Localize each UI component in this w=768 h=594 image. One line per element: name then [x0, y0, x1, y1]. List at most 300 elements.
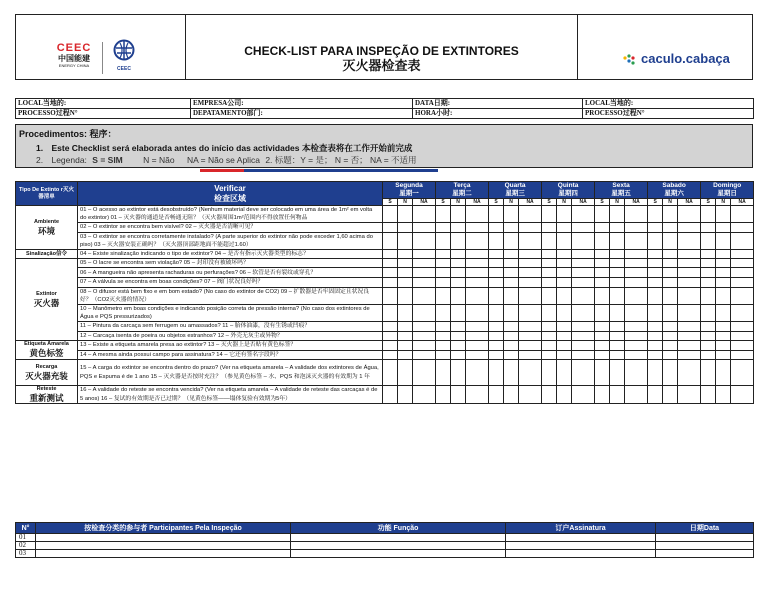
- check-cell[interactable]: [542, 268, 557, 278]
- check-cell[interactable]: [398, 232, 413, 249]
- name-cell[interactable]: [36, 542, 291, 550]
- check-cell[interactable]: [489, 386, 504, 404]
- check-cell[interactable]: [572, 268, 595, 278]
- check-cell[interactable]: [466, 278, 489, 287]
- check-cell[interactable]: [383, 278, 398, 287]
- check-cell[interactable]: [489, 250, 504, 259]
- check-cell[interactable]: [489, 331, 504, 340]
- check-cell[interactable]: [504, 287, 519, 304]
- check-cell[interactable]: [466, 360, 489, 386]
- check-cell[interactable]: [542, 278, 557, 287]
- check-cell[interactable]: [678, 340, 701, 350]
- check-cell[interactable]: [625, 331, 648, 340]
- check-cell[interactable]: [383, 268, 398, 278]
- check-cell[interactable]: [731, 287, 754, 304]
- check-cell[interactable]: [451, 386, 466, 404]
- check-cell[interactable]: [519, 350, 542, 359]
- check-cell[interactable]: [663, 331, 678, 340]
- check-cell[interactable]: [451, 305, 466, 322]
- check-cell[interactable]: [701, 340, 716, 350]
- check-cell[interactable]: [398, 206, 413, 223]
- check-cell[interactable]: [663, 287, 678, 304]
- function-cell[interactable]: [291, 550, 506, 558]
- check-cell[interactable]: [489, 232, 504, 249]
- check-cell[interactable]: [678, 278, 701, 287]
- check-cell[interactable]: [648, 386, 663, 404]
- check-cell[interactable]: [731, 259, 754, 268]
- check-cell[interactable]: [731, 250, 754, 259]
- check-cell[interactable]: [678, 223, 701, 232]
- check-cell[interactable]: [542, 322, 557, 331]
- check-cell[interactable]: [466, 287, 489, 304]
- check-cell[interactable]: [663, 259, 678, 268]
- check-cell[interactable]: [436, 305, 451, 322]
- check-cell[interactable]: [413, 250, 436, 259]
- check-cell[interactable]: [701, 223, 716, 232]
- check-cell[interactable]: [701, 331, 716, 340]
- check-cell[interactable]: [731, 268, 754, 278]
- check-cell[interactable]: [436, 223, 451, 232]
- check-cell[interactable]: [678, 386, 701, 404]
- check-cell[interactable]: [383, 350, 398, 359]
- check-cell[interactable]: [663, 206, 678, 223]
- check-cell[interactable]: [557, 232, 572, 249]
- check-cell[interactable]: [663, 340, 678, 350]
- check-cell[interactable]: [451, 350, 466, 359]
- check-cell[interactable]: [436, 322, 451, 331]
- check-cell[interactable]: [436, 206, 451, 223]
- check-cell[interactable]: [716, 223, 731, 232]
- check-cell[interactable]: [701, 287, 716, 304]
- check-cell[interactable]: [466, 206, 489, 223]
- check-cell[interactable]: [466, 250, 489, 259]
- check-cell[interactable]: [436, 350, 451, 359]
- check-cell[interactable]: [625, 287, 648, 304]
- check-cell[interactable]: [519, 268, 542, 278]
- processo-field[interactable]: PROCESSO过程N°: [16, 109, 191, 119]
- check-cell[interactable]: [451, 331, 466, 340]
- check-cell[interactable]: [610, 278, 625, 287]
- check-cell[interactable]: [595, 305, 610, 322]
- check-cell[interactable]: [610, 331, 625, 340]
- check-cell[interactable]: [572, 386, 595, 404]
- check-cell[interactable]: [716, 250, 731, 259]
- check-cell[interactable]: [663, 305, 678, 322]
- check-cell[interactable]: [466, 340, 489, 350]
- check-cell[interactable]: [716, 350, 731, 359]
- check-cell[interactable]: [398, 360, 413, 386]
- check-cell[interactable]: [557, 278, 572, 287]
- check-cell[interactable]: [595, 360, 610, 386]
- signature-cell[interactable]: [506, 542, 656, 550]
- check-cell[interactable]: [398, 331, 413, 340]
- check-cell[interactable]: [572, 340, 595, 350]
- check-cell[interactable]: [701, 360, 716, 386]
- check-cell[interactable]: [436, 340, 451, 350]
- check-cell[interactable]: [731, 386, 754, 404]
- check-cell[interactable]: [595, 331, 610, 340]
- signature-cell[interactable]: [506, 550, 656, 558]
- name-cell[interactable]: [36, 534, 291, 542]
- check-cell[interactable]: [731, 206, 754, 223]
- check-cell[interactable]: [663, 223, 678, 232]
- check-cell[interactable]: [413, 268, 436, 278]
- check-cell[interactable]: [383, 305, 398, 322]
- check-cell[interactable]: [542, 386, 557, 404]
- check-cell[interactable]: [466, 331, 489, 340]
- check-cell[interactable]: [610, 360, 625, 386]
- check-cell[interactable]: [504, 232, 519, 249]
- check-cell[interactable]: [451, 206, 466, 223]
- check-cell[interactable]: [572, 287, 595, 304]
- check-cell[interactable]: [489, 340, 504, 350]
- function-cell[interactable]: [291, 534, 506, 542]
- check-cell[interactable]: [504, 305, 519, 322]
- local-field[interactable]: LOCAL当地的:: [16, 99, 191, 109]
- check-cell[interactable]: [436, 268, 451, 278]
- check-cell[interactable]: [451, 268, 466, 278]
- check-cell[interactable]: [595, 278, 610, 287]
- check-cell[interactable]: [504, 331, 519, 340]
- check-cell[interactable]: [663, 250, 678, 259]
- check-cell[interactable]: [466, 322, 489, 331]
- check-cell[interactable]: [572, 331, 595, 340]
- check-cell[interactable]: [648, 360, 663, 386]
- check-cell[interactable]: [436, 250, 451, 259]
- check-cell[interactable]: [489, 322, 504, 331]
- check-cell[interactable]: [451, 278, 466, 287]
- check-cell[interactable]: [678, 232, 701, 249]
- function-cell[interactable]: [291, 542, 506, 550]
- check-cell[interactable]: [610, 223, 625, 232]
- check-cell[interactable]: [504, 206, 519, 223]
- check-cell[interactable]: [610, 350, 625, 359]
- check-cell[interactable]: [595, 232, 610, 249]
- check-cell[interactable]: [648, 232, 663, 249]
- date-cell[interactable]: [656, 550, 754, 558]
- check-cell[interactable]: [489, 360, 504, 386]
- check-cell[interactable]: [610, 206, 625, 223]
- check-cell[interactable]: [436, 331, 451, 340]
- check-cell[interactable]: [595, 223, 610, 232]
- hora-field[interactable]: HORA小时:: [413, 109, 583, 119]
- check-cell[interactable]: [716, 206, 731, 223]
- check-cell[interactable]: [595, 250, 610, 259]
- check-cell[interactable]: [413, 287, 436, 304]
- check-cell[interactable]: [701, 278, 716, 287]
- check-cell[interactable]: [519, 386, 542, 404]
- check-cell[interactable]: [716, 340, 731, 350]
- check-cell[interactable]: [383, 206, 398, 223]
- check-cell[interactable]: [398, 305, 413, 322]
- check-cell[interactable]: [504, 322, 519, 331]
- check-cell[interactable]: [383, 287, 398, 304]
- check-cell[interactable]: [413, 340, 436, 350]
- check-cell[interactable]: [731, 331, 754, 340]
- check-cell[interactable]: [436, 360, 451, 386]
- check-cell[interactable]: [466, 386, 489, 404]
- check-cell[interactable]: [595, 287, 610, 304]
- check-cell[interactable]: [542, 287, 557, 304]
- check-cell[interactable]: [701, 232, 716, 249]
- check-cell[interactable]: [678, 287, 701, 304]
- check-cell[interactable]: [504, 360, 519, 386]
- check-cell[interactable]: [466, 268, 489, 278]
- check-cell[interactable]: [398, 287, 413, 304]
- check-cell[interactable]: [413, 305, 436, 322]
- check-cell[interactable]: [572, 278, 595, 287]
- check-cell[interactable]: [663, 232, 678, 249]
- check-cell[interactable]: [466, 350, 489, 359]
- check-cell[interactable]: [557, 206, 572, 223]
- check-cell[interactable]: [595, 259, 610, 268]
- check-cell[interactable]: [572, 305, 595, 322]
- check-cell[interactable]: [398, 250, 413, 259]
- date-cell[interactable]: [656, 542, 754, 550]
- check-cell[interactable]: [557, 350, 572, 359]
- check-cell[interactable]: [519, 259, 542, 268]
- check-cell[interactable]: [451, 259, 466, 268]
- check-cell[interactable]: [519, 232, 542, 249]
- empresa-field[interactable]: EMPRESA公司:: [191, 99, 413, 109]
- check-cell[interactable]: [413, 331, 436, 340]
- check-cell[interactable]: [436, 259, 451, 268]
- check-cell[interactable]: [383, 360, 398, 386]
- check-cell[interactable]: [701, 206, 716, 223]
- check-cell[interactable]: [701, 250, 716, 259]
- check-cell[interactable]: [398, 322, 413, 331]
- signature-cell[interactable]: [506, 534, 656, 542]
- check-cell[interactable]: [625, 206, 648, 223]
- check-cell[interactable]: [625, 259, 648, 268]
- check-cell[interactable]: [648, 287, 663, 304]
- check-cell[interactable]: [731, 223, 754, 232]
- check-cell[interactable]: [489, 278, 504, 287]
- check-cell[interactable]: [557, 223, 572, 232]
- check-cell[interactable]: [625, 232, 648, 249]
- check-cell[interactable]: [678, 360, 701, 386]
- check-cell[interactable]: [572, 223, 595, 232]
- check-cell[interactable]: [557, 259, 572, 268]
- check-cell[interactable]: [413, 259, 436, 268]
- check-cell[interactable]: [610, 287, 625, 304]
- check-cell[interactable]: [731, 340, 754, 350]
- check-cell[interactable]: [572, 259, 595, 268]
- check-cell[interactable]: [625, 340, 648, 350]
- check-cell[interactable]: [610, 232, 625, 249]
- check-cell[interactable]: [625, 386, 648, 404]
- check-cell[interactable]: [451, 360, 466, 386]
- check-cell[interactable]: [678, 268, 701, 278]
- check-cell[interactable]: [519, 340, 542, 350]
- check-cell[interactable]: [436, 278, 451, 287]
- check-cell[interactable]: [542, 232, 557, 249]
- check-cell[interactable]: [436, 386, 451, 404]
- check-cell[interactable]: [731, 278, 754, 287]
- check-cell[interactable]: [648, 350, 663, 359]
- check-cell[interactable]: [519, 287, 542, 304]
- check-cell[interactable]: [398, 223, 413, 232]
- check-cell[interactable]: [678, 259, 701, 268]
- check-cell[interactable]: [542, 305, 557, 322]
- check-cell[interactable]: [451, 250, 466, 259]
- check-cell[interactable]: [701, 259, 716, 268]
- check-cell[interactable]: [413, 232, 436, 249]
- check-cell[interactable]: [519, 250, 542, 259]
- check-cell[interactable]: [716, 287, 731, 304]
- check-cell[interactable]: [489, 287, 504, 304]
- check-cell[interactable]: [663, 360, 678, 386]
- check-cell[interactable]: [451, 287, 466, 304]
- check-cell[interactable]: [413, 223, 436, 232]
- check-cell[interactable]: [678, 250, 701, 259]
- check-cell[interactable]: [504, 250, 519, 259]
- check-cell[interactable]: [678, 206, 701, 223]
- local-field-2[interactable]: LOCAL当地的:: [583, 99, 754, 109]
- check-cell[interactable]: [436, 232, 451, 249]
- check-cell[interactable]: [595, 350, 610, 359]
- check-cell[interactable]: [557, 305, 572, 322]
- check-cell[interactable]: [413, 278, 436, 287]
- check-cell[interactable]: [625, 223, 648, 232]
- check-cell[interactable]: [542, 350, 557, 359]
- check-cell[interactable]: [678, 305, 701, 322]
- check-cell[interactable]: [625, 322, 648, 331]
- check-cell[interactable]: [648, 331, 663, 340]
- check-cell[interactable]: [625, 250, 648, 259]
- check-cell[interactable]: [557, 268, 572, 278]
- check-cell[interactable]: [731, 350, 754, 359]
- check-cell[interactable]: [504, 386, 519, 404]
- check-cell[interactable]: [519, 223, 542, 232]
- check-cell[interactable]: [663, 386, 678, 404]
- check-cell[interactable]: [519, 305, 542, 322]
- check-cell[interactable]: [595, 386, 610, 404]
- check-cell[interactable]: [383, 250, 398, 259]
- name-cell[interactable]: [36, 550, 291, 558]
- check-cell[interactable]: [504, 259, 519, 268]
- check-cell[interactable]: [625, 268, 648, 278]
- check-cell[interactable]: [648, 223, 663, 232]
- check-cell[interactable]: [489, 206, 504, 223]
- check-cell[interactable]: [610, 250, 625, 259]
- check-cell[interactable]: [648, 305, 663, 322]
- check-cell[interactable]: [701, 268, 716, 278]
- check-cell[interactable]: [542, 223, 557, 232]
- check-cell[interactable]: [542, 206, 557, 223]
- check-cell[interactable]: [413, 360, 436, 386]
- check-cell[interactable]: [504, 223, 519, 232]
- check-cell[interactable]: [595, 322, 610, 331]
- check-cell[interactable]: [504, 350, 519, 359]
- check-cell[interactable]: [413, 386, 436, 404]
- check-cell[interactable]: [466, 305, 489, 322]
- check-cell[interactable]: [610, 322, 625, 331]
- check-cell[interactable]: [663, 350, 678, 359]
- check-cell[interactable]: [557, 331, 572, 340]
- check-cell[interactable]: [504, 268, 519, 278]
- check-cell[interactable]: [716, 232, 731, 249]
- check-cell[interactable]: [572, 232, 595, 249]
- check-cell[interactable]: [572, 322, 595, 331]
- check-cell[interactable]: [648, 250, 663, 259]
- check-cell[interactable]: [413, 206, 436, 223]
- check-cell[interactable]: [648, 322, 663, 331]
- check-cell[interactable]: [716, 360, 731, 386]
- check-cell[interactable]: [519, 322, 542, 331]
- check-cell[interactable]: [716, 268, 731, 278]
- check-cell[interactable]: [610, 386, 625, 404]
- check-cell[interactable]: [451, 223, 466, 232]
- check-cell[interactable]: [542, 259, 557, 268]
- check-cell[interactable]: [542, 250, 557, 259]
- check-cell[interactable]: [572, 350, 595, 359]
- check-cell[interactable]: [519, 360, 542, 386]
- check-cell[interactable]: [572, 360, 595, 386]
- check-cell[interactable]: [557, 250, 572, 259]
- check-cell[interactable]: [557, 360, 572, 386]
- check-cell[interactable]: [701, 322, 716, 331]
- check-cell[interactable]: [610, 268, 625, 278]
- check-cell[interactable]: [716, 259, 731, 268]
- check-cell[interactable]: [716, 386, 731, 404]
- check-cell[interactable]: [572, 206, 595, 223]
- check-cell[interactable]: [504, 340, 519, 350]
- check-cell[interactable]: [383, 386, 398, 404]
- check-cell[interactable]: [489, 350, 504, 359]
- check-cell[interactable]: [519, 278, 542, 287]
- check-cell[interactable]: [648, 278, 663, 287]
- check-cell[interactable]: [595, 268, 610, 278]
- check-cell[interactable]: [648, 206, 663, 223]
- check-cell[interactable]: [731, 232, 754, 249]
- check-cell[interactable]: [663, 268, 678, 278]
- check-cell[interactable]: [625, 278, 648, 287]
- check-cell[interactable]: [542, 340, 557, 350]
- check-cell[interactable]: [489, 268, 504, 278]
- check-cell[interactable]: [648, 259, 663, 268]
- check-cell[interactable]: [557, 322, 572, 331]
- check-cell[interactable]: [648, 340, 663, 350]
- check-cell[interactable]: [489, 223, 504, 232]
- check-cell[interactable]: [663, 278, 678, 287]
- check-cell[interactable]: [542, 331, 557, 340]
- check-cell[interactable]: [731, 360, 754, 386]
- check-cell[interactable]: [716, 305, 731, 322]
- check-cell[interactable]: [678, 350, 701, 359]
- processo-field-2[interactable]: PROCESSO过程N°: [583, 109, 754, 119]
- check-cell[interactable]: [610, 340, 625, 350]
- check-cell[interactable]: [595, 340, 610, 350]
- check-cell[interactable]: [716, 322, 731, 331]
- check-cell[interactable]: [663, 322, 678, 331]
- check-cell[interactable]: [701, 386, 716, 404]
- check-cell[interactable]: [383, 331, 398, 340]
- check-cell[interactable]: [731, 305, 754, 322]
- date-cell[interactable]: [656, 534, 754, 542]
- check-cell[interactable]: [678, 322, 701, 331]
- check-cell[interactable]: [625, 360, 648, 386]
- check-cell[interactable]: [451, 340, 466, 350]
- check-cell[interactable]: [398, 259, 413, 268]
- check-cell[interactable]: [383, 232, 398, 249]
- check-cell[interactable]: [413, 322, 436, 331]
- check-cell[interactable]: [451, 322, 466, 331]
- check-cell[interactable]: [557, 287, 572, 304]
- check-cell[interactable]: [519, 331, 542, 340]
- check-cell[interactable]: [383, 322, 398, 331]
- check-cell[interactable]: [436, 287, 451, 304]
